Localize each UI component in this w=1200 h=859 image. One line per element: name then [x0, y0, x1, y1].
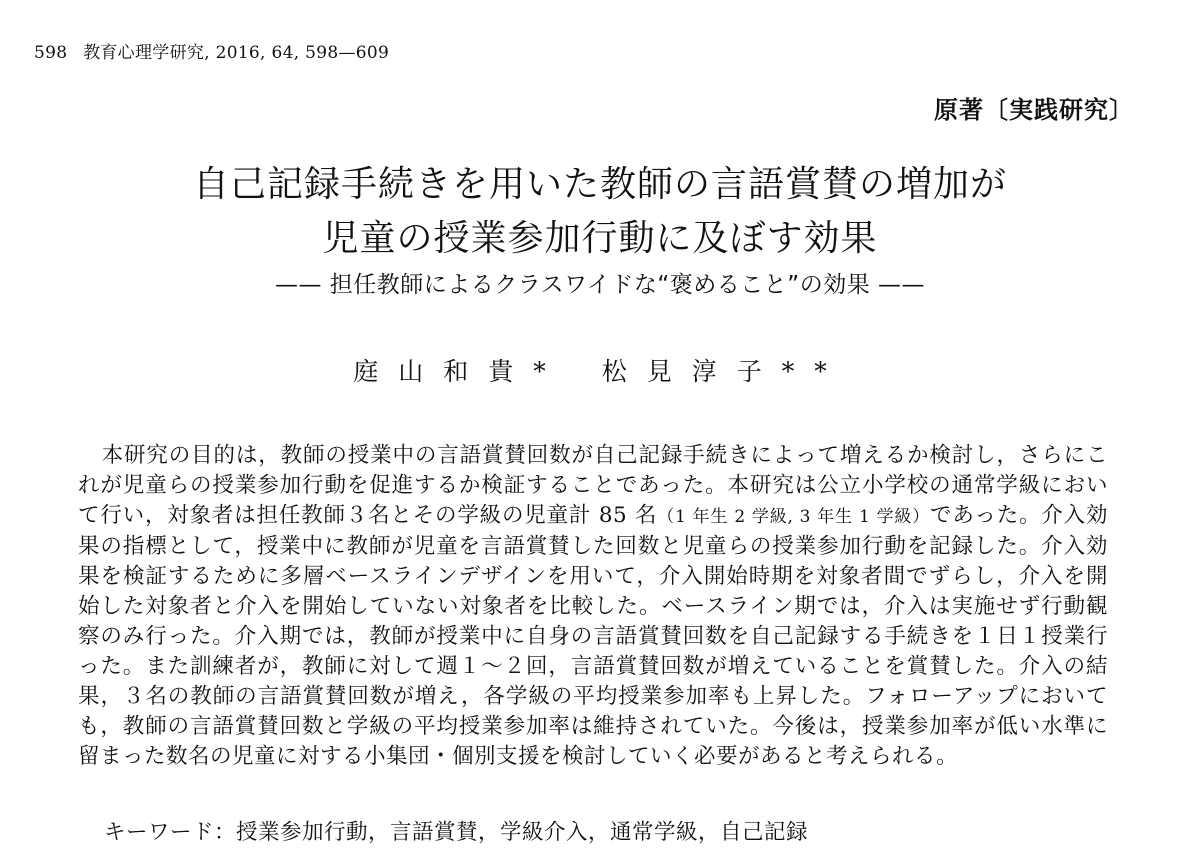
- subtitle: —— 担任教師によるクラスワイドな“褒めること”の効果 ——: [274, 272, 926, 298]
- keywords: キーワード：授業参加行動，言語賞賛，学級介入，通常学級，自己記録: [104, 820, 809, 845]
- journal-citation: 教育心理学研究, 2016, 64, 598—609: [83, 43, 390, 63]
- journal-header: [34, 38, 389, 63]
- author-2: 松見淳子**: [601, 357, 847, 386]
- title-line-1: 自己記録手続きを用いた教師の言語賞賛の増加が: [192, 164, 1007, 205]
- page-number: 598: [34, 43, 68, 63]
- title-line-2: 児童の授業参加行動に及ぼす効果: [322, 218, 878, 259]
- author-1: 庭山和貴*: [353, 357, 566, 386]
- abstract-part-2: であった。介入効果の指標として，授業中に教師が児童を言語賞賛した回数と児童らの授業参加行動を記録した。介入効果を検証するために多層ベースラインデザインを用いて，介入開始時期を対象者間でずらし，介入を開始した対象者と介入を開始していない対象者を比較した。ベースライン期では，介入は実施せず行動観察のみ行った。介入期では，教師が授業中に自身の言語賞賛回数を自己記録する手続きを１日１授業行った。また訓練者が，教師に対して週１～２回，言語賞賛回数が増えていることを賞賛した。介入の結果，３名の教師の言語賞賛回数が増え，各学級の平均授業参加率も上昇した。フォローアップにおいても，教師の言語賞賛回数と学級の平均授業参加率は維持されていた。今後は，授業参加率が低い水準に留まった数名の児童に対する小集団・個別支援を検討していく必要があると考えられる。: [78, 503, 1108, 769]
- author-list: [0, 352, 1200, 388]
- abstract-part-1: 本研究の目的は，教師の授業中の言語賞賛回数が自己記録手続きによって増えるか検討し，さらにこれが児童らの授業参加行動を促進するか検証することであった。本研究は公立小学校の通常学級において行い，対象者は担任教師３名とその学級の児童計 85 名: [78, 443, 1108, 528]
- article-category: 原著〔実践研究〕: [934, 96, 1134, 124]
- abstract-note: （1 年生 2 学級, 3 年生 1 学級）: [657, 507, 931, 527]
- abstract: [78, 441, 1108, 772]
